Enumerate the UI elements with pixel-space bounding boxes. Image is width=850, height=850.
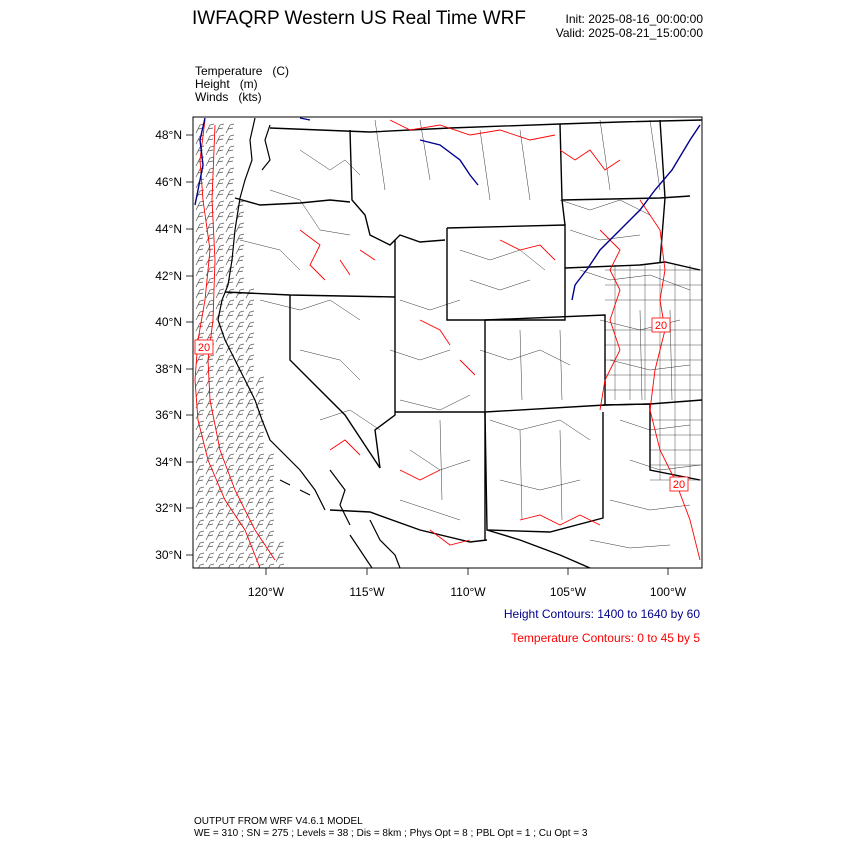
lat-label: 34°N xyxy=(155,455,182,469)
lat-label: 48°N xyxy=(155,128,182,142)
valid-time: Valid: 2025-08-21_15:00:00 xyxy=(555,26,703,40)
lat-label: 44°N xyxy=(155,222,182,236)
lat-label: 30°N xyxy=(155,548,182,562)
lat-label: 40°N xyxy=(155,315,182,329)
lat-label: 36°N xyxy=(155,408,182,422)
lat-label: 32°N xyxy=(155,501,182,515)
model-output-line: OUTPUT FROM WRF V4.6.1 MODEL xyxy=(194,816,363,827)
height-contours-legend: Height Contours: 1400 to 1640 by 60 xyxy=(503,607,700,621)
init-time: Init: 2025-08-16_00:00:00 xyxy=(565,12,703,26)
contour-value-label: 20 xyxy=(672,479,686,491)
lon-label: 105°W xyxy=(549,585,587,599)
lat-label: 42°N xyxy=(155,269,182,283)
model-config-line: WE = 310 ; SN = 275 ; Levels = 38 ; Dis = 8km ; Phys Opt = 8 ; PBL Opt = 1 ; Cu Opt = 3 xyxy=(194,828,588,839)
lat-label: 46°N xyxy=(155,175,182,189)
temperature-contours-legend: Temperature Contours: 0 to 45 by 5 xyxy=(511,631,700,645)
contour-value-label: 20 xyxy=(654,320,668,332)
lon-label: 115°W xyxy=(349,585,385,599)
contour-value-label: 20 xyxy=(197,342,211,354)
lon-label: 110°W xyxy=(450,585,486,599)
lon-axis xyxy=(248,568,687,599)
field-winds: Winds (kts) xyxy=(195,90,262,104)
lon-label: 100°W xyxy=(649,585,687,599)
field-height: Height (m) xyxy=(195,77,258,91)
lat-label: 38°N xyxy=(155,362,182,376)
field-temperature: Temperature (C) xyxy=(195,64,290,78)
chart-title: IWFAQRP Western US Real Time WRF xyxy=(192,8,526,29)
lat-axis xyxy=(155,128,193,562)
lon-label: 120°W xyxy=(247,585,285,599)
